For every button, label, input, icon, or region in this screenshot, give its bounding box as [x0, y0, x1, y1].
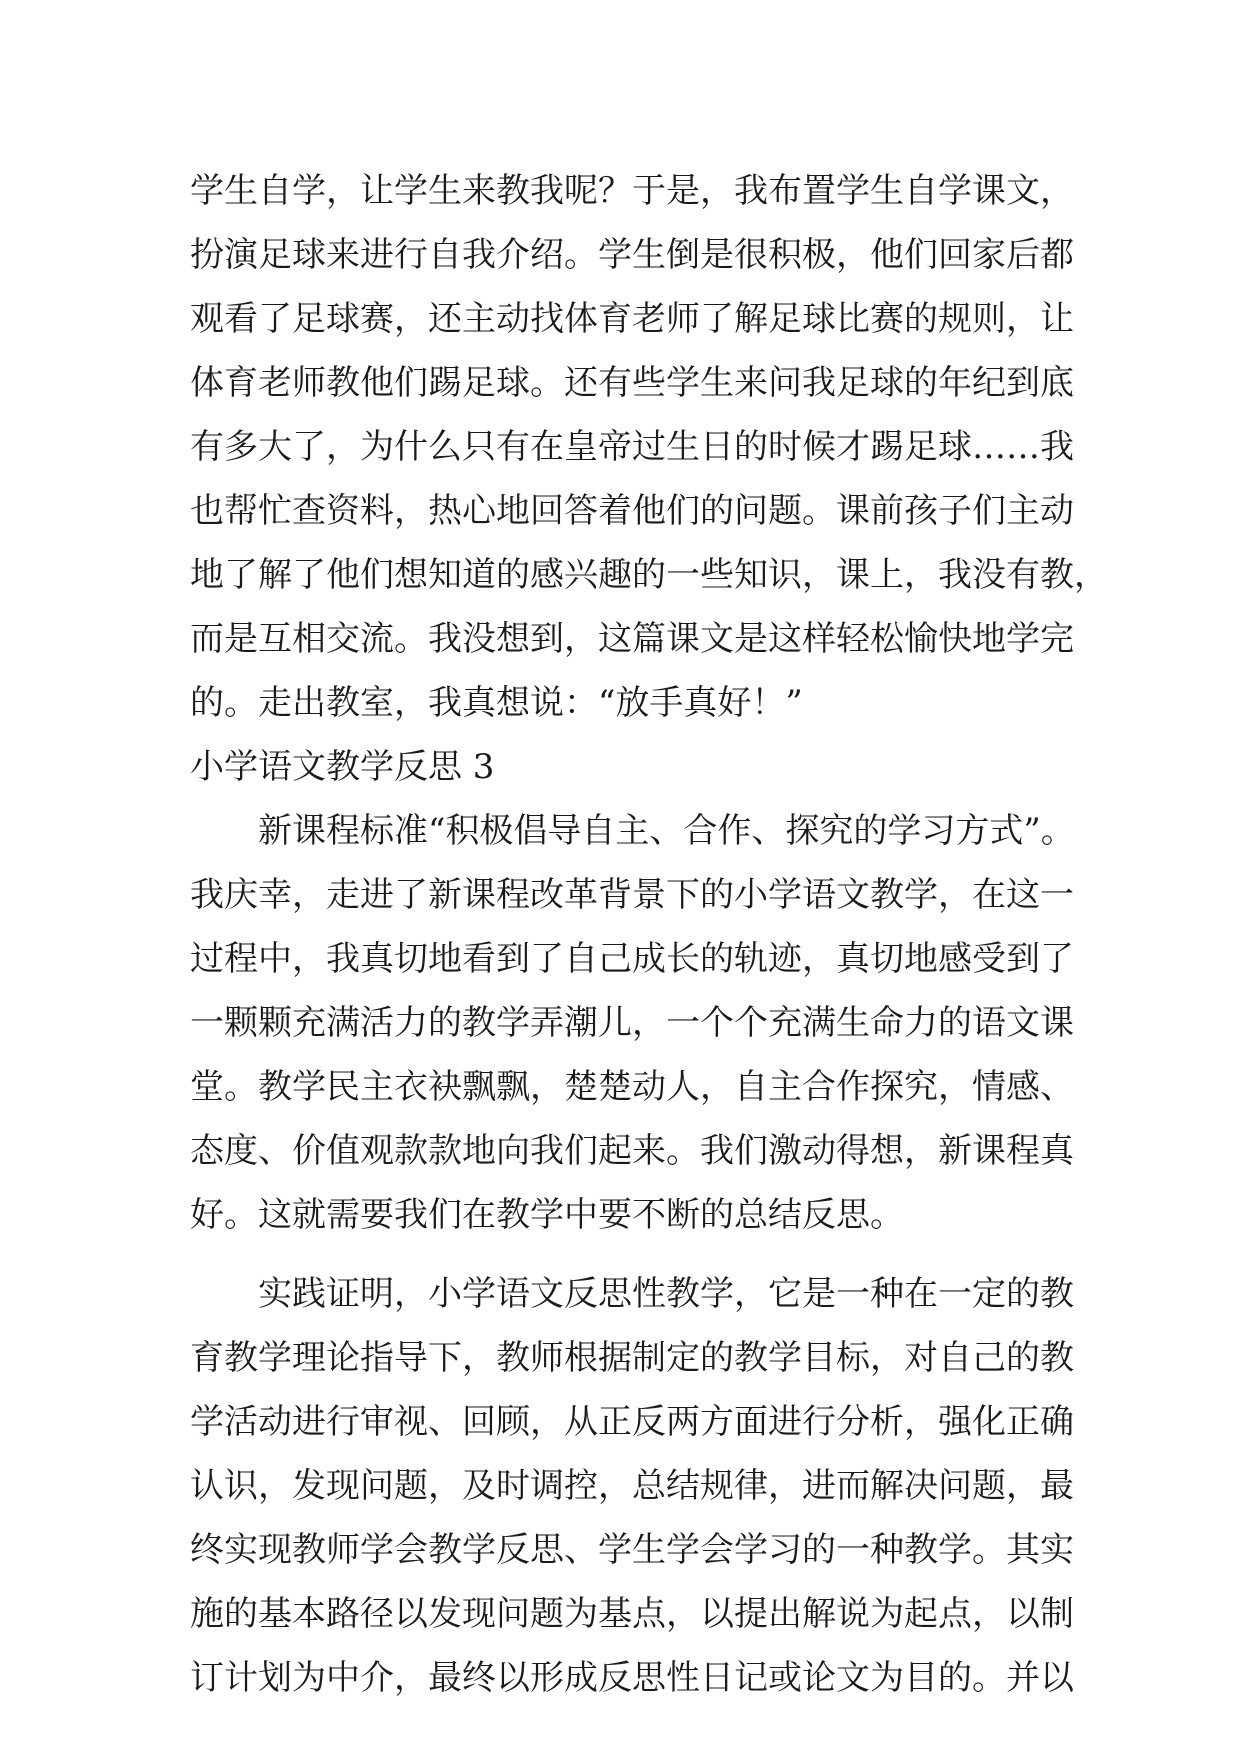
paragraph-line: 扮演足球来进行自我介绍。学生倒是很积极，他们回家后都 — [190, 235, 1074, 275]
paragraph-line: 施的基本路径以发现问题为基点，以提出解说为起点，以制 — [190, 1594, 1074, 1634]
paragraph-line: 态度、价值观款款地向我们起来。我们激动得想，新课程真 — [190, 1131, 1074, 1171]
paragraph-line: 有多大了，为什么只有在皇帝过生日的时候才踢足球……我 — [190, 427, 1074, 467]
paragraph-line: 而是互相交流。我没想到，这篇课文是这样轻松愉快地学完 — [190, 619, 1074, 659]
paragraph-line: 观看了足球赛，还主动找体育老师了解足球比赛的规则，让 — [190, 299, 1074, 339]
paragraph-line: 实践证明，小学语文反思性教学，它是一种在一定的教 — [258, 1274, 1074, 1314]
paragraph-line: 订计划为中介，最终以形成反思性日记或论文为目的。并以 — [190, 1658, 1074, 1698]
paragraph-line: 好。这就需要我们在教学中要不断的总结反思。 — [190, 1195, 904, 1235]
paragraph-line: 认识，发现问题，及时调控，总结规律，进而解决问题，最 — [190, 1466, 1074, 1506]
paragraph-line: 的。走出教室，我真想说：“放手真好！” — [190, 683, 803, 723]
paragraph-line: 学活动进行审视、回顾，从正反两方面进行分析，强化正确 — [190, 1402, 1074, 1442]
paragraph-line: 地了解了他们想知道的感兴趣的一些知识，课上，我没有教， — [190, 555, 1108, 595]
paragraph-line: 学生自学，让学生来教我呢？于是，我布置学生自学课文， — [190, 171, 1074, 211]
paragraph-line: 新课程标准“积极倡导自主、合作、探究的学习方式”。 — [258, 811, 1075, 851]
paragraph-line: 堂。教学民主衣袂飘飘，楚楚动人，自主合作探究，情感、 — [190, 1067, 1074, 1107]
paragraph-line: 体育老师教他们踢足球。还有些学生来问我足球的年纪到底 — [190, 363, 1074, 403]
paragraph-line: 过程中，我真切地看到了自己成长的轨迹，真切地感受到了 — [190, 939, 1074, 979]
section-heading: 小学语文教学反思 3 — [190, 747, 495, 787]
paragraph-line: 我庆幸，走进了新课程改革背景下的小学语文教学，在这一 — [190, 875, 1074, 915]
paragraph-line: 也帮忙查资料，热心地回答着他们的问题。课前孩子们主动 — [190, 491, 1074, 531]
paragraph-line: 育教学理论指导下，教师根据制定的教学目标，对自己的教 — [190, 1338, 1074, 1378]
paragraph-line: 一颗颗充满活力的教学弄潮儿，一个个充满生命力的语文课 — [190, 1003, 1074, 1043]
paragraph-line: 终实现教师学会教学反思、学生学会学习的一种教学。其实 — [190, 1530, 1074, 1570]
